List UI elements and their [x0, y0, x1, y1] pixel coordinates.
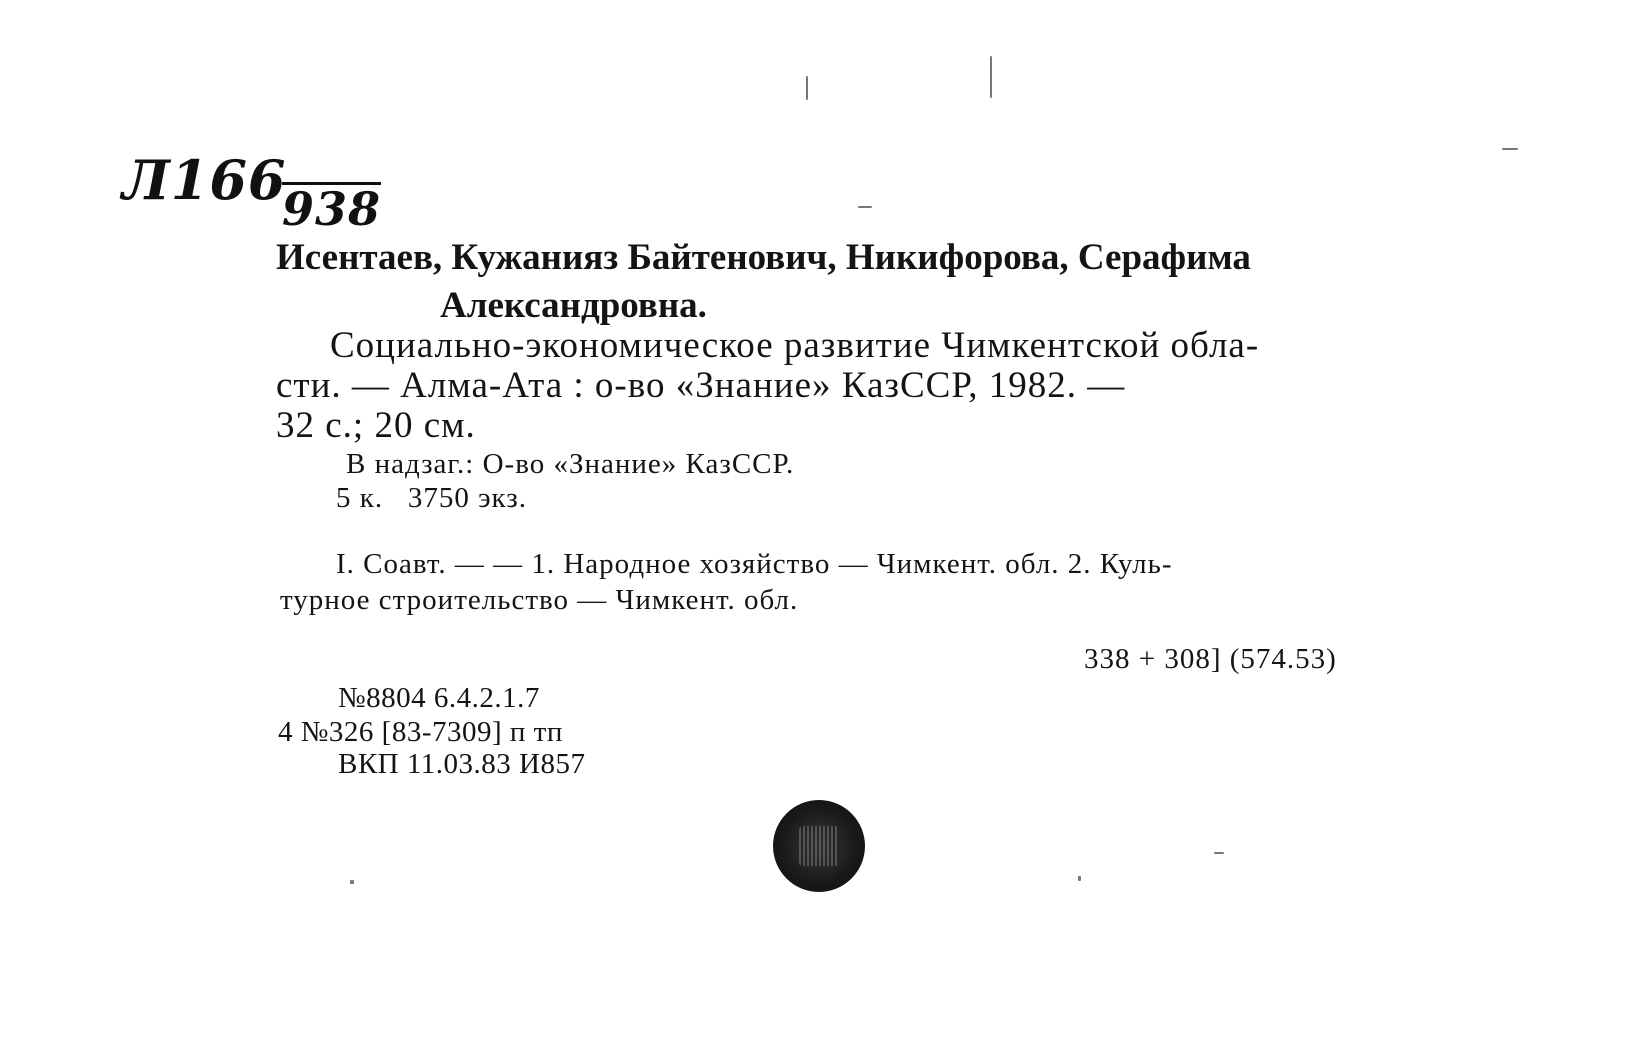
price-copies: 5 к. 3750 экз.: [336, 482, 527, 514]
code-line-3: ВКП 11.03.83 И857: [338, 748, 586, 780]
subjects-line-1: I. Соавт. — — 1. Народное хозяйство — Чимкент. обл. 2. Куль-: [336, 548, 1173, 580]
punch-hole: [773, 800, 865, 892]
title-line-3: 32 с.; 20 см.: [276, 405, 476, 446]
scan-mark: [990, 56, 992, 98]
scan-mark: [858, 206, 872, 208]
title-line-1: Социально-экономическое развитие Чимкентской обла-: [330, 325, 1260, 366]
code-line-2: 4 №326 [83-7309] п тп: [278, 716, 563, 748]
subjects-line-2: турное строительство — Чимкент. обл.: [280, 584, 799, 616]
scan-mark: [806, 76, 808, 100]
scan-mark: [350, 880, 354, 884]
authors-line-2: Александровна.: [440, 285, 707, 326]
scan-mark: [1214, 852, 1224, 854]
scan-mark: [1078, 876, 1081, 881]
classification-index: 338 + 308] (574.53): [1084, 643, 1337, 675]
scan-mark: [1502, 148, 1518, 150]
handwritten-shelf-number: 938: [282, 182, 382, 236]
authors-line-1: Исентаев, Кужанияз Байтенович, Никифорова, Серафима: [276, 237, 1251, 278]
title-line-2: сти. — Алма-Ата : о-во «Знание» КазССР, 1982. —: [276, 365, 1126, 406]
code-line-1: №8804 6.4.2.1.7: [338, 682, 540, 714]
note-line: В надзаг.: О-во «Знание» КазССР.: [346, 448, 795, 480]
handwritten-shelf-mark: Л166: [122, 148, 287, 212]
